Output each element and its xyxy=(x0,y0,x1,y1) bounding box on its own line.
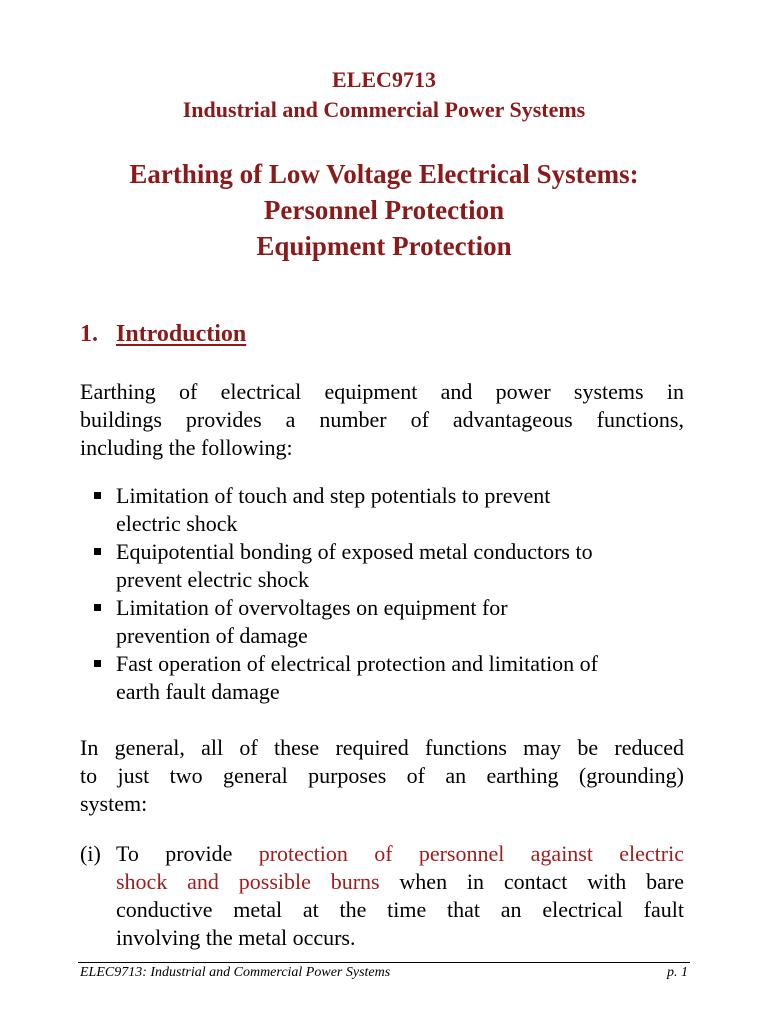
general-line: system: xyxy=(80,791,148,816)
general-line: In general, all of these required functions may be reduced xyxy=(80,735,684,760)
general-paragraph xyxy=(80,734,684,818)
list-item xyxy=(94,538,694,594)
intro-paragraph xyxy=(80,378,684,462)
emphasis-text: protection of personnel against electric xyxy=(258,841,685,866)
document-title xyxy=(0,156,768,264)
square-bullet-icon xyxy=(94,548,101,555)
purpose-text: To provide xyxy=(116,841,259,866)
list-item-line: earth fault damage xyxy=(116,679,280,704)
footer-course: ELEC9713: Industrial and Commercial Power Systems xyxy=(80,965,391,980)
list-item-line: Limitation of overvoltages on equipment for xyxy=(116,595,508,620)
square-bullet-icon xyxy=(94,604,101,611)
section-title: Introduction xyxy=(116,321,247,347)
item-marker: (i) xyxy=(80,841,101,866)
section-number: 1. xyxy=(80,321,98,347)
general-line: to just two general purposes of an earthing (grounding) xyxy=(80,763,684,788)
emphasis-text: shock and possible burns xyxy=(116,869,380,894)
title-line-3: Equipment Protection xyxy=(256,231,512,261)
list-item xyxy=(94,482,694,538)
intro-line: buildings provides a number of advantageous functions, xyxy=(80,407,684,432)
purpose-item-body xyxy=(116,840,684,952)
intro-line: Earthing of electrical equipment and power systems in xyxy=(80,379,684,404)
list-item xyxy=(94,650,694,706)
list-item-line: Equipotential bonding of exposed metal conductors to xyxy=(116,539,593,564)
purpose-text: when in contact with bare xyxy=(379,869,684,894)
section-heading xyxy=(80,318,246,350)
footer-divider xyxy=(78,962,690,963)
square-bullet-icon xyxy=(94,492,101,499)
list-item-line: electric shock xyxy=(116,511,238,536)
list-item-line: prevent electric shock xyxy=(116,567,310,592)
purpose-line: involving the metal occurs. xyxy=(116,925,356,950)
list-item-line: prevention of damage xyxy=(116,623,308,648)
purpose-item-i xyxy=(80,840,684,952)
list-item-line: Limitation of touch and step potentials to prevent xyxy=(116,483,551,508)
course-code: ELEC9713 xyxy=(332,67,436,92)
list-item xyxy=(94,594,694,650)
title-line-1: Earthing of Low Voltage Electrical Systems: xyxy=(129,159,639,189)
purpose-line xyxy=(116,840,684,868)
purpose-line xyxy=(116,868,684,896)
list-item-line: Fast operation of electrical protection and limitation of xyxy=(116,651,599,676)
page-number: p. 1 xyxy=(667,965,688,980)
course-name: Industrial and Commercial Power Systems xyxy=(182,97,586,122)
title-line-2: Personnel Protection xyxy=(263,195,505,225)
function-list xyxy=(94,482,694,706)
square-bullet-icon xyxy=(94,660,101,667)
intro-line: including the following: xyxy=(80,435,293,460)
purpose-line: conductive metal at the time that an electrical fault xyxy=(116,897,684,922)
